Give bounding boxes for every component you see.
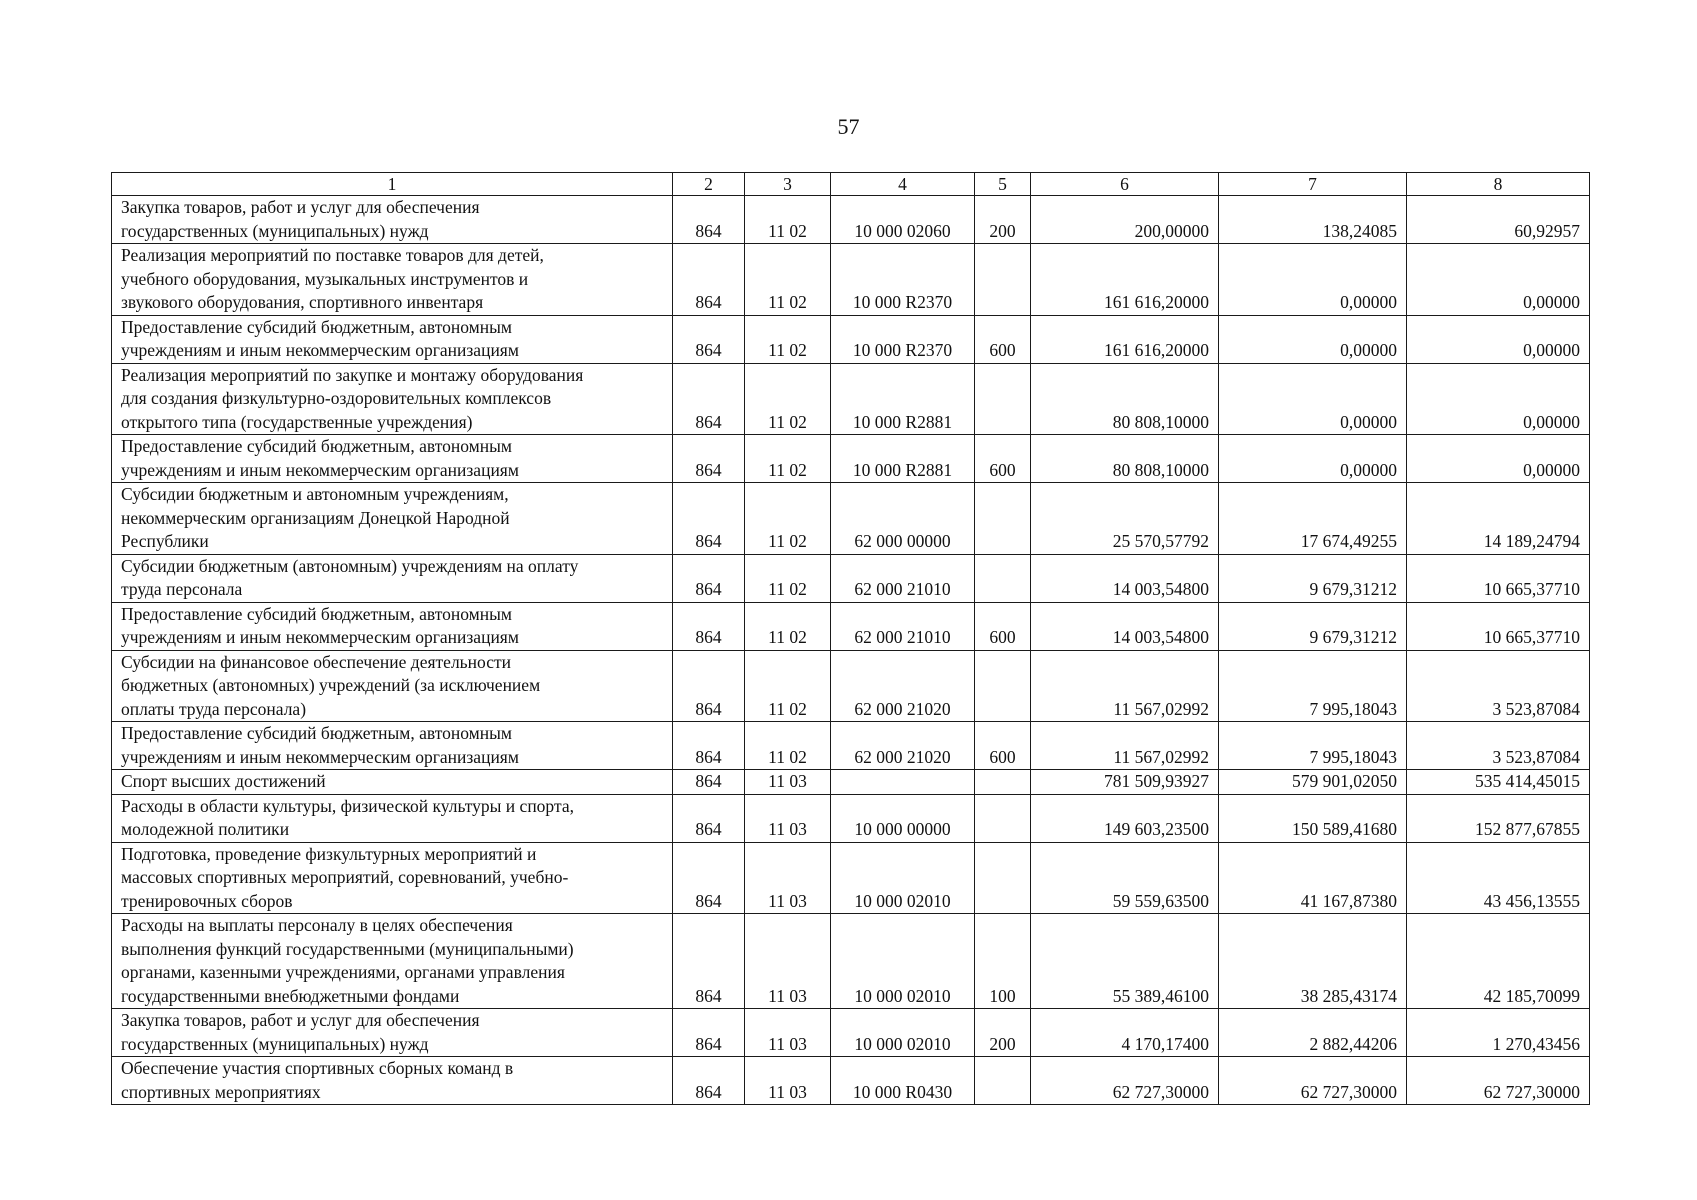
- cell-rz: 11 03: [745, 770, 831, 795]
- cell-name-line: Предоставление субсидий бюджетным, автономным: [121, 316, 512, 337]
- cell-value-8: 152 877,67855: [1407, 794, 1590, 842]
- cell-rz: 11 02: [745, 244, 831, 316]
- table-row: [112, 770, 1590, 795]
- cell-csr: 10 000 R2881: [831, 435, 975, 483]
- table-row: [112, 196, 1590, 244]
- cell-name-line: Закупка товаров, работ и услуг для обеспечения: [121, 197, 480, 217]
- cell-name-line: учреждениям и иным некоммерческим организациям: [121, 627, 519, 647]
- cell-vr: 600: [975, 722, 1031, 770]
- cell-vr: [975, 244, 1031, 316]
- cell-value-6: 200,00000: [1031, 196, 1219, 244]
- column-header: 5: [975, 173, 1031, 196]
- cell-name-line: тренировочных сборов: [121, 890, 293, 911]
- cell-csr: 10 000 R2881: [831, 363, 975, 435]
- cell-value-6: 80 808,10000: [1031, 435, 1219, 483]
- cell-value-7: 138,24085: [1219, 196, 1407, 244]
- cell-name-line: Субсидии на финансовое обеспечение деятельности: [121, 651, 511, 672]
- column-header: 6: [1031, 173, 1219, 196]
- cell-value-6: 4 170,17400: [1031, 1009, 1219, 1057]
- cell-name-line: спортивных мероприятиях: [121, 1081, 321, 1102]
- cell-csr: 10 000 R2370: [831, 315, 975, 363]
- page-number: 57: [837, 114, 860, 139]
- cell-name: [112, 722, 673, 770]
- cell-name-line: Расходы в области культуры, физической культуры и спорта,: [121, 795, 574, 816]
- table-row: [112, 602, 1590, 650]
- table-row: [112, 722, 1590, 770]
- cell-name: [112, 914, 673, 1009]
- cell-csr: [831, 770, 975, 795]
- table-row: [112, 650, 1590, 722]
- cell-name-line: Обеспечение участия спортивных сборных команд в: [121, 1058, 514, 1078]
- cell-value-7: 7 995,18043: [1219, 650, 1407, 722]
- cell-name-line: учреждениям и иным некоммерческим организациям: [121, 340, 519, 360]
- cell-gr: 864: [673, 1057, 745, 1105]
- table-body: [112, 196, 1590, 1105]
- cell-gr: 864: [673, 722, 745, 770]
- cell-gr: 864: [673, 770, 745, 795]
- cell-value-6: 59 559,63500: [1031, 842, 1219, 914]
- cell-name: [112, 483, 673, 555]
- cell-value-8: 42 185,70099: [1407, 914, 1590, 1009]
- cell-name-line: Субсидии бюджетным и автономным учреждениям,: [121, 484, 509, 504]
- cell-rz: 11 02: [745, 650, 831, 722]
- cell-vr: [975, 842, 1031, 914]
- cell-value-8: 0,00000: [1407, 315, 1590, 363]
- column-header: 4: [831, 173, 975, 196]
- cell-csr: 10 000 R0430: [831, 1057, 975, 1105]
- cell-value-8: 60,92957: [1407, 196, 1590, 244]
- cell-gr: 864: [673, 435, 745, 483]
- cell-gr: 864: [673, 794, 745, 842]
- cell-name-line: Предоставление субсидий бюджетным, автономным: [121, 603, 512, 624]
- cell-name: [112, 244, 673, 316]
- cell-name-line: для создания физкультурно-оздоровительных комплексов: [121, 388, 552, 408]
- cell-vr: 600: [975, 602, 1031, 650]
- cell-gr: 864: [673, 244, 745, 316]
- cell-value-7: 9 679,31212: [1219, 554, 1407, 602]
- cell-rz: 11 02: [745, 435, 831, 483]
- column-header: 3: [745, 173, 831, 196]
- cell-name: [112, 196, 673, 244]
- cell-name-line: Республики: [121, 531, 209, 551]
- cell-name-line: Предоставление субсидий бюджетным, автономным: [121, 436, 512, 456]
- cell-name-line: Закупка товаров, работ и услуг для обеспечения: [121, 1010, 480, 1030]
- cell-name: [112, 650, 673, 722]
- cell-name-line: государственных (муниципальных) нужд: [121, 220, 429, 241]
- column-header: 8: [1407, 173, 1590, 196]
- cell-value-8: 3 523,87084: [1407, 650, 1590, 722]
- cell-value-6: 161 616,20000: [1031, 315, 1219, 363]
- cell-rz: 11 02: [745, 722, 831, 770]
- cell-gr: 864: [673, 483, 745, 555]
- cell-value-7: 0,00000: [1219, 315, 1407, 363]
- cell-value-6: 25 570,57792: [1031, 483, 1219, 555]
- cell-value-7: 0,00000: [1219, 244, 1407, 316]
- cell-name-line: учебного оборудования, музыкальных инструментов и: [121, 268, 529, 289]
- cell-value-8: 0,00000: [1407, 244, 1590, 316]
- cell-value-8: 0,00000: [1407, 435, 1590, 483]
- cell-value-6: 62 727,30000: [1031, 1057, 1219, 1105]
- cell-csr: 10 000 02010: [831, 1009, 975, 1057]
- cell-name: [112, 1009, 673, 1057]
- cell-value-6: 14 003,54800: [1031, 554, 1219, 602]
- cell-gr: 864: [673, 602, 745, 650]
- cell-rz: 11 03: [745, 794, 831, 842]
- table-row: [112, 842, 1590, 914]
- cell-vr: 100: [975, 914, 1031, 1009]
- cell-csr: 10 000 02010: [831, 842, 975, 914]
- cell-gr: 864: [673, 914, 745, 1009]
- cell-value-8: 10 665,37710: [1407, 602, 1590, 650]
- cell-vr: 200: [975, 196, 1031, 244]
- cell-vr: 600: [975, 315, 1031, 363]
- cell-vr: 200: [975, 1009, 1031, 1057]
- table-row: [112, 1057, 1590, 1105]
- cell-value-7: 0,00000: [1219, 435, 1407, 483]
- cell-name: [112, 794, 673, 842]
- cell-gr: 864: [673, 554, 745, 602]
- cell-value-7: 17 674,49255: [1219, 483, 1407, 555]
- cell-vr: [975, 770, 1031, 795]
- cell-gr: 864: [673, 363, 745, 435]
- table-row: [112, 435, 1590, 483]
- table-row: [112, 794, 1590, 842]
- cell-rz: 11 02: [745, 602, 831, 650]
- cell-name-line: Субсидии бюджетным (автономным) учреждениям на оплату: [121, 555, 579, 576]
- cell-value-7: 0,00000: [1219, 363, 1407, 435]
- cell-rz: 11 02: [745, 315, 831, 363]
- cell-csr: 10 000 R2370: [831, 244, 975, 316]
- cell-gr: 864: [673, 315, 745, 363]
- cell-csr: 10 000 00000: [831, 794, 975, 842]
- cell-name-line: учреждениям и иным некоммерческим организациям: [121, 746, 519, 767]
- cell-value-8: 535 414,45015: [1407, 770, 1590, 795]
- column-header: 1: [112, 173, 673, 196]
- cell-name-line: бюджетных (автономных) учреждений (за исключением: [121, 675, 541, 695]
- cell-vr: [975, 650, 1031, 722]
- cell-csr: 62 000 21020: [831, 650, 975, 722]
- cell-csr: 10 000 02060: [831, 196, 975, 244]
- cell-value-7: 41 167,87380: [1219, 842, 1407, 914]
- cell-name: [112, 315, 673, 363]
- cell-name: [112, 770, 673, 795]
- cell-name-line: учреждениям и иным некоммерческим организациям: [121, 459, 519, 480]
- cell-value-7: 7 995,18043: [1219, 722, 1407, 770]
- cell-name: [112, 435, 673, 483]
- cell-name-line: открытого типа (государственные учреждения): [121, 411, 473, 432]
- cell-name-line: молодежной политики: [121, 819, 290, 839]
- cell-name-line: Расходы на выплаты персоналу в целях обеспечения: [121, 915, 513, 935]
- table-header-row: [112, 173, 1590, 196]
- cell-vr: [975, 363, 1031, 435]
- column-header: 2: [673, 173, 745, 196]
- cell-rz: 11 02: [745, 363, 831, 435]
- cell-name-line: оплаты труда персонала): [121, 698, 307, 719]
- cell-name-line: массовых спортивных мероприятий, соревнований, учебно-: [121, 867, 569, 887]
- cell-gr: 864: [673, 650, 745, 722]
- cell-csr: 62 000 21020: [831, 722, 975, 770]
- table-row: [112, 1009, 1590, 1057]
- cell-value-7: 38 285,43174: [1219, 914, 1407, 1009]
- cell-value-6: 80 808,10000: [1031, 363, 1219, 435]
- cell-value-8: 3 523,87084: [1407, 722, 1590, 770]
- cell-name: [112, 842, 673, 914]
- cell-rz: 11 03: [745, 1057, 831, 1105]
- cell-name-line: государственных (муниципальных) нужд: [121, 1033, 429, 1054]
- cell-gr: 864: [673, 842, 745, 914]
- cell-value-6: 149 603,23500: [1031, 794, 1219, 842]
- cell-name-line: государственными внебюджетными фондами: [121, 985, 460, 1006]
- cell-csr: 10 000 02010: [831, 914, 975, 1009]
- cell-name-line: труда персонала: [121, 579, 243, 599]
- cell-rz: 11 02: [745, 196, 831, 244]
- cell-name-line: Реализация мероприятий по поставке товаров для детей,: [121, 245, 544, 265]
- column-header: 7: [1219, 173, 1407, 196]
- cell-name-line: некоммерческим организациям Донецкой Народной: [121, 507, 510, 528]
- table-row: [112, 315, 1590, 363]
- cell-name-line: Предоставление субсидий бюджетным, автономным: [121, 723, 512, 743]
- cell-csr: 62 000 21010: [831, 554, 975, 602]
- cell-rz: 11 03: [745, 1009, 831, 1057]
- cell-value-8: 0,00000: [1407, 363, 1590, 435]
- cell-rz: 11 03: [745, 842, 831, 914]
- cell-gr: 864: [673, 196, 745, 244]
- cell-name: [112, 602, 673, 650]
- table-row: [112, 554, 1590, 602]
- cell-name-line: выполнения функций государственными (муниципальными): [121, 938, 574, 959]
- table-row: [112, 914, 1590, 1009]
- cell-name-line: органами, казенными учреждениями, органами управления: [121, 962, 565, 982]
- cell-value-6: 781 509,93927: [1031, 770, 1219, 795]
- cell-vr: [975, 1057, 1031, 1105]
- cell-vr: [975, 794, 1031, 842]
- table-row: [112, 244, 1590, 316]
- cell-value-6: 161 616,20000: [1031, 244, 1219, 316]
- cell-rz: 11 03: [745, 914, 831, 1009]
- cell-name-line: Спорт высших достижений: [121, 771, 326, 791]
- cell-vr: 600: [975, 435, 1031, 483]
- cell-value-7: 62 727,30000: [1219, 1057, 1407, 1105]
- cell-name-line: Подготовка, проведение физкультурных мероприятий и: [121, 843, 537, 864]
- cell-value-8: 43 456,13555: [1407, 842, 1590, 914]
- cell-value-8: 10 665,37710: [1407, 554, 1590, 602]
- budget-table: [111, 172, 1590, 1105]
- cell-value-7: 9 679,31212: [1219, 602, 1407, 650]
- cell-value-8: 62 727,30000: [1407, 1057, 1590, 1105]
- cell-name-line: Реализация мероприятий по закупке и монтажу оборудования: [121, 364, 584, 385]
- cell-csr: 62 000 21010: [831, 602, 975, 650]
- cell-value-7: 2 882,44206: [1219, 1009, 1407, 1057]
- cell-vr: [975, 483, 1031, 555]
- cell-value-6: 55 389,46100: [1031, 914, 1219, 1009]
- cell-value-6: 14 003,54800: [1031, 602, 1219, 650]
- cell-value-6: 11 567,02992: [1031, 650, 1219, 722]
- cell-csr: 62 000 00000: [831, 483, 975, 555]
- cell-name: [112, 554, 673, 602]
- cell-gr: 864: [673, 1009, 745, 1057]
- table-row: [112, 363, 1590, 435]
- cell-name-line: звукового оборудования, спортивного инвентаря: [121, 292, 484, 312]
- cell-rz: 11 02: [745, 483, 831, 555]
- cell-vr: [975, 554, 1031, 602]
- cell-value-8: 14 189,24794: [1407, 483, 1590, 555]
- cell-value-6: 11 567,02992: [1031, 722, 1219, 770]
- cell-value-7: 150 589,41680: [1219, 794, 1407, 842]
- table-row: [112, 483, 1590, 555]
- cell-rz: 11 02: [745, 554, 831, 602]
- cell-value-8: 1 270,43456: [1407, 1009, 1590, 1057]
- cell-value-7: 579 901,02050: [1219, 770, 1407, 795]
- cell-name: [112, 363, 673, 435]
- cell-name: [112, 1057, 673, 1105]
